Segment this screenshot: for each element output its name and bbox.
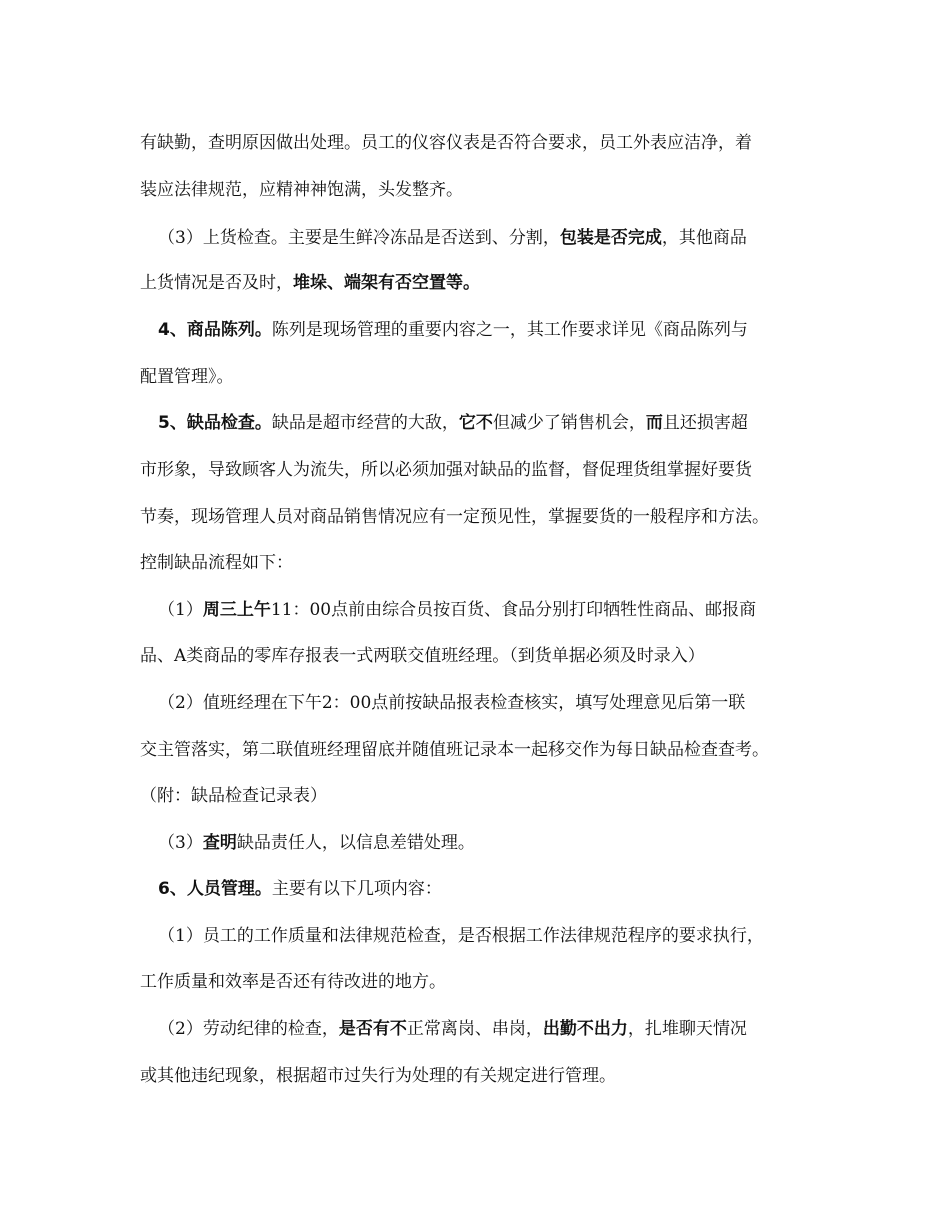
text-run: 工作质量和效率是否还有待改进的地方。	[140, 972, 446, 992]
text-run: 但减少了销售机会，	[492, 413, 646, 433]
text-run: 有缺勤，查明原因做出处理。员工的仪容仪表是否符合要求，员工外表应洁净，着	[140, 133, 752, 153]
paragraph-restocking-check	[158, 226, 838, 250]
text-run: ，其他商品	[661, 228, 747, 248]
text-line	[158, 831, 838, 855]
section-title: 6、人员管理。	[158, 879, 272, 899]
text-line	[140, 365, 820, 389]
text-run: 市形象，导致顾客人为流失，所以必须加强对缺品的监督，督促理货组掌握好要货	[140, 460, 752, 480]
text-line	[140, 738, 820, 762]
text-line	[140, 271, 820, 295]
bold-text: 查明	[202, 833, 237, 853]
text-line	[140, 1064, 820, 1088]
text-run: 缺品责任人，以信息差错处理。	[236, 833, 475, 853]
bold-text: 是否有不	[338, 1019, 407, 1039]
text-run: 品、A类商品的零库存报表一式两联交值班经理。（到货单据必须及时录入）	[140, 646, 705, 666]
text-run: 控制缺品流程如下：	[140, 553, 293, 573]
text-line	[140, 551, 820, 575]
text-run: （2）劳动纪律的检查，	[158, 1019, 339, 1039]
text-run: （附：缺品检查记录表）	[140, 786, 327, 806]
section-title: 4、商品陈列。	[158, 320, 272, 340]
text-line	[140, 644, 820, 668]
text-run: 且还损害超	[662, 413, 748, 433]
text-line	[140, 458, 820, 482]
bold-text: 它不	[458, 413, 493, 433]
bold-text: 而	[645, 413, 663, 433]
bold-text: 包装是否完成	[559, 228, 662, 248]
text-line	[140, 970, 820, 994]
text-run: 配置管理》。	[140, 367, 234, 387]
text-run: 正常离岗、串岗，	[406, 1019, 543, 1039]
text-run: 主要有以下几项内容：	[271, 879, 442, 899]
text-run: 或其他违纪现象，根据超市过失行为处理的有关规定进行管理。	[140, 1066, 616, 1086]
text-run: 11：00点前由综合员按百货、食品分别打印牺牲性商品、邮报商	[270, 600, 757, 620]
text-run: 节奏，现场管理人员对商品销售情况应有一定预见性，掌握要货的一般程序和方法。	[140, 507, 769, 527]
text-run: 上货情况是否及时，	[140, 273, 293, 293]
text-run: （3）上货检查。主要是生鲜冷冻品是否送到、分割，	[158, 228, 560, 248]
bold-text: 堆垛、端架有否空置等。	[293, 273, 480, 293]
section-title: 5、缺品检查。	[158, 413, 272, 433]
text-run: （1）员工的工作质量和法律规范检查，是否根据工作法律规范程序的要求执行，	[158, 926, 764, 946]
text-run: 交主管落实，第二联值班经理留底并随值班记录本一起移交作为每日缺品检查查考。	[140, 740, 769, 760]
text-run: （1）	[158, 600, 203, 620]
text-line	[140, 178, 820, 202]
text-line	[158, 691, 838, 715]
text-run: （2）值班经理在下午2：00点前按缺品报表检查核实，填写处理意见后第一联	[158, 693, 746, 713]
text-run: 缺品是超市经营的大敌，	[271, 413, 459, 433]
section-heading-staff	[158, 877, 838, 901]
text-run: （3）	[158, 833, 203, 853]
text-line	[158, 1017, 838, 1041]
text-line	[140, 505, 820, 529]
bold-text: 周三上午	[202, 600, 271, 620]
text-line	[140, 131, 820, 155]
bold-text: 出勤不出力	[542, 1019, 628, 1039]
text-line	[158, 598, 838, 622]
section-heading-shortage	[158, 411, 838, 435]
section-heading-display	[158, 318, 838, 342]
text-run: 陈列是现场管理的重要内容之一，其工作要求详见《商品陈列与	[271, 320, 748, 340]
text-line	[158, 924, 838, 948]
text-line	[140, 784, 820, 808]
text-run: 装应法律规范，应精神神饱满，头发整齐。	[140, 180, 463, 200]
text-run: ，扎堆聊天情况	[627, 1019, 747, 1039]
